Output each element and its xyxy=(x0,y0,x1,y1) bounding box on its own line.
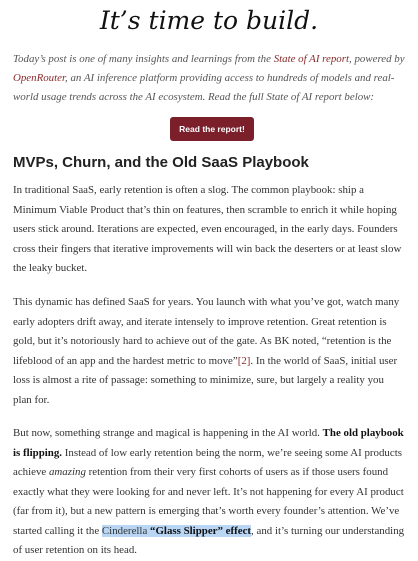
section-heading: MVPs, Churn, and the Old SaaS Playbook xyxy=(13,154,309,171)
highlight-bold: “Glass Slipper” effect xyxy=(150,524,252,537)
citation-link[interactable]: [2] xyxy=(237,354,251,367)
paragraph-1: In traditional SaaS, early retention is often a slog. The common playbook: ship a Minimum Viable Product that’s thin on features, then scramble to enrich it while hoping users stick around. Iterations are expected, even encouraged, in the early days. Founders cross their fingers that iterative improvements will win back the deserters or at least slow the leaky bucket. xyxy=(13,184,402,274)
read-report-button[interactable]: Read the report! xyxy=(170,117,254,141)
openrouter-link[interactable]: OpenRouter xyxy=(13,72,66,84)
paragraph-2 xyxy=(13,293,405,410)
state-of-ai-report-link[interactable]: State of AI report xyxy=(273,53,350,65)
paragraph-3-text-a: But now, something strange and magical is happening in the AI world. xyxy=(13,427,323,439)
paragraph-2-text-a: This dynamic has defined SaaS for years. You launch with what you’ve got, watch many early adopters drift away, and iterate intensely to improve retention. Great retention is gold, but it’s notoriously hard to achieve out of the gate. As BK noted, “retention is the lifeblood of an app and the hardest metric to move” xyxy=(13,296,400,367)
intro-text-2: , powered by xyxy=(349,53,405,65)
selected-text-highlight xyxy=(102,525,251,537)
intro-paragraph xyxy=(13,50,405,107)
intro-text-1: Today’s post is one of many insights and learnings from the xyxy=(13,53,274,65)
paragraph-3-text-b: Instead of low early retention being the norm, we’re seeing some AI products achieve xyxy=(13,446,402,478)
paragraph-2-text-b: . In the world of SaaS, initial user loss is almost a rite of passage: something to minimize, sure, but largely a reality you plan for. xyxy=(13,354,398,406)
hero-title: It’s time to build. xyxy=(99,6,319,35)
paragraph-3-text-d: , and it’s turning our understanding of user retention on its head. xyxy=(13,524,405,556)
paragraph-3-bold: The old playbook is flipping. xyxy=(13,427,404,459)
intro-text-3: , an AI inference platform providing access to hundreds of models and real-world usage trends across the AI ecosystem. Read the full State of AI report below: xyxy=(13,72,395,103)
paragraph-3-emphasis: amazing xyxy=(48,466,86,478)
paragraph-3 xyxy=(13,424,405,561)
highlight-plain: Cinderella xyxy=(101,524,151,537)
paragraph-3-text-c: retention from their very first cohorts of users as if those users found exactly what they were looking for and never left. It’s not happening for every AI product (far from it), but a new pattern is emerging that’s worth every founder’s attention. We’ve started calling it the xyxy=(13,466,404,537)
